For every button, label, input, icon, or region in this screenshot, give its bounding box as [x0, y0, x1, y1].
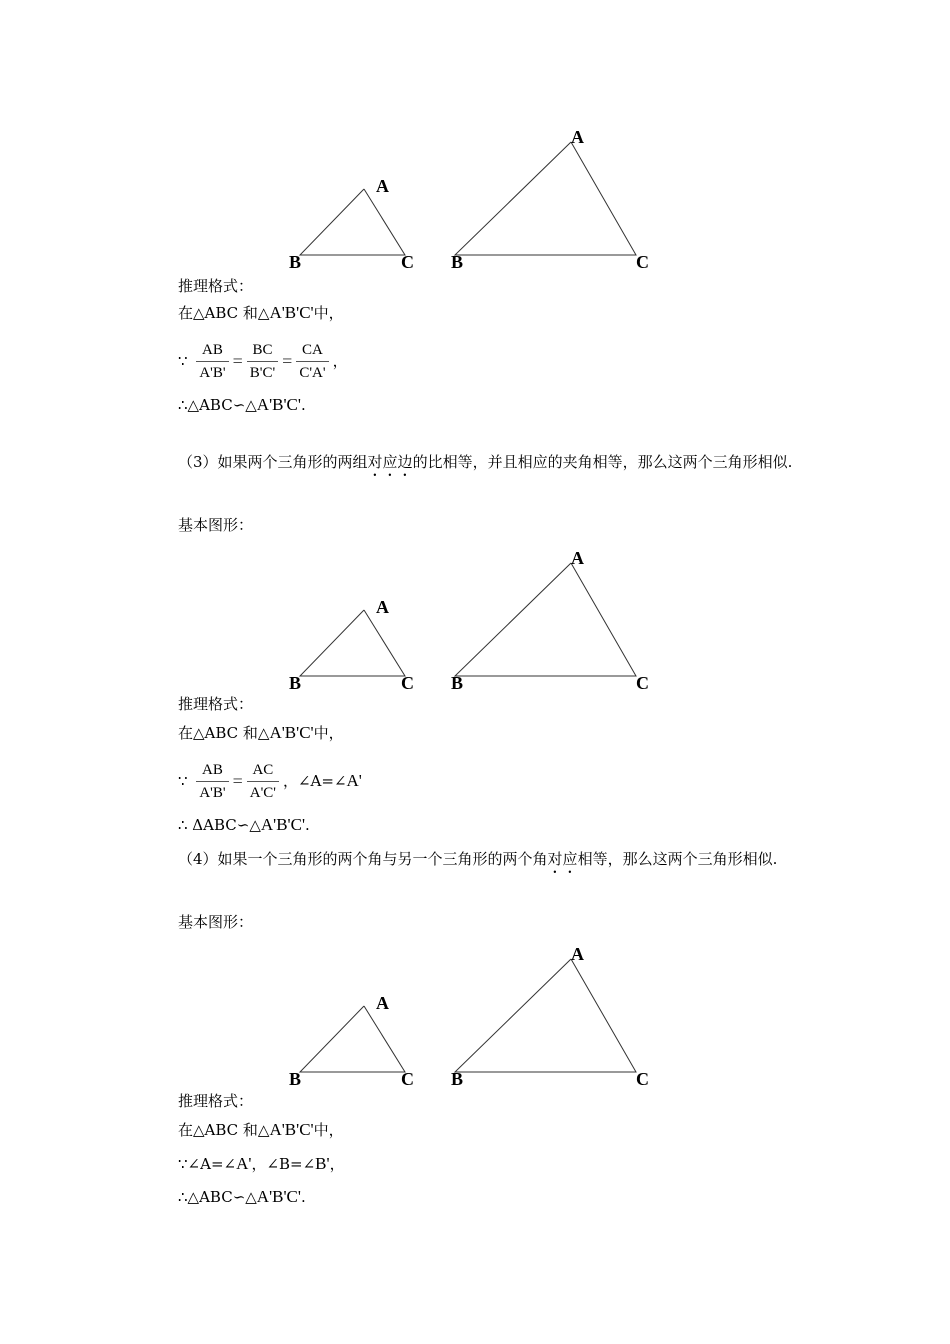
vertex-label-a: A	[571, 944, 584, 964]
fraction: $\frac{AC}{A'C'}$	[247, 761, 279, 802]
large-triangle	[455, 959, 636, 1072]
vertex-label-a: A	[571, 548, 584, 568]
vertex-label-b: B	[451, 673, 464, 693]
small-triangle	[300, 1006, 405, 1072]
vertex-label-b: B	[289, 252, 302, 272]
because-statement: ∵ $\frac{AB}{A'B'}$ = $\frac{AC}{A'C'}$ ，∠A=∠A'	[178, 761, 362, 801]
vertex-label-a: A	[376, 176, 389, 196]
theorem-paragraph-4: （4）如果一个三角形的两个角与另一个三角形的两个角对应相等，那么这两个三角形相似.	[178, 850, 778, 868]
therefore-statement: ∴△ABC∽△A'B'C'.	[178, 395, 306, 414]
vertex-label-c: C	[401, 252, 414, 272]
reasoning-heading: 推理格式：	[178, 695, 254, 713]
because-statement: ∵ $\frac{AB}{A'B'}$ = $\frac{BC}{B'C'}$ = $\frac{CA}{C'A'}$ ，	[178, 341, 348, 381]
vertex-label-c: C	[636, 1069, 649, 1089]
triangles-figure-2	[0, 540, 950, 700]
vertex-label-a: A	[571, 127, 584, 147]
because-symbol: ∵	[178, 772, 188, 790]
reasoning-heading: 推理格式：	[178, 1092, 254, 1110]
fraction: $\frac{AB}{A'B'}$	[196, 761, 228, 802]
vertex-label-b: B	[289, 673, 302, 693]
vertex-label-a: A	[376, 993, 389, 1013]
large-triangle	[455, 563, 636, 676]
vertex-label-c: C	[636, 252, 649, 272]
reasoning-heading: 推理格式：	[178, 277, 254, 295]
vertex-label-b: B	[451, 1069, 464, 1089]
vertex-label-a: A	[376, 597, 389, 617]
because-statement: ∵∠A=∠A'，∠B=∠B'，	[178, 1154, 345, 1173]
therefore-statement: ∴ ΔABC∽△A'B'C'.	[178, 815, 310, 834]
given-statement: 在△ABC 和△A'B'C'中，	[178, 303, 344, 322]
triangles-figure-1	[0, 0, 950, 280]
vertex-label-c: C	[401, 1069, 414, 1089]
fraction: $\frac{BC}{B'C'}$	[247, 341, 278, 382]
fraction: $\frac{AB}{A'B'}$	[196, 341, 228, 382]
vertex-label-b: B	[451, 252, 464, 272]
basic-figure-heading: 基本图形：	[178, 516, 254, 534]
given-statement: 在△ABC 和△A'B'C'中，	[178, 723, 344, 742]
fraction: $\frac{CA}{C'A'}$	[296, 341, 328, 382]
small-triangle	[300, 189, 405, 255]
vertex-label-c: C	[636, 673, 649, 693]
because-symbol: ∵	[178, 352, 188, 370]
small-triangle	[300, 610, 405, 676]
given-statement: 在△ABC 和△A'B'C'中，	[178, 1120, 344, 1139]
theorem-paragraph-3: （3）如果两个三角形的两组对应边的比相等，并且相应的夹角相等，那么这两个三角形相似.	[178, 453, 793, 471]
therefore-statement: ∴△ABC∽△A'B'C'.	[178, 1187, 306, 1206]
vertex-label-c: C	[401, 673, 414, 693]
large-triangle	[455, 142, 636, 255]
vertex-label-b: B	[289, 1069, 302, 1089]
triangles-figure-3	[0, 935, 950, 1095]
basic-figure-heading: 基本图形：	[178, 913, 254, 931]
